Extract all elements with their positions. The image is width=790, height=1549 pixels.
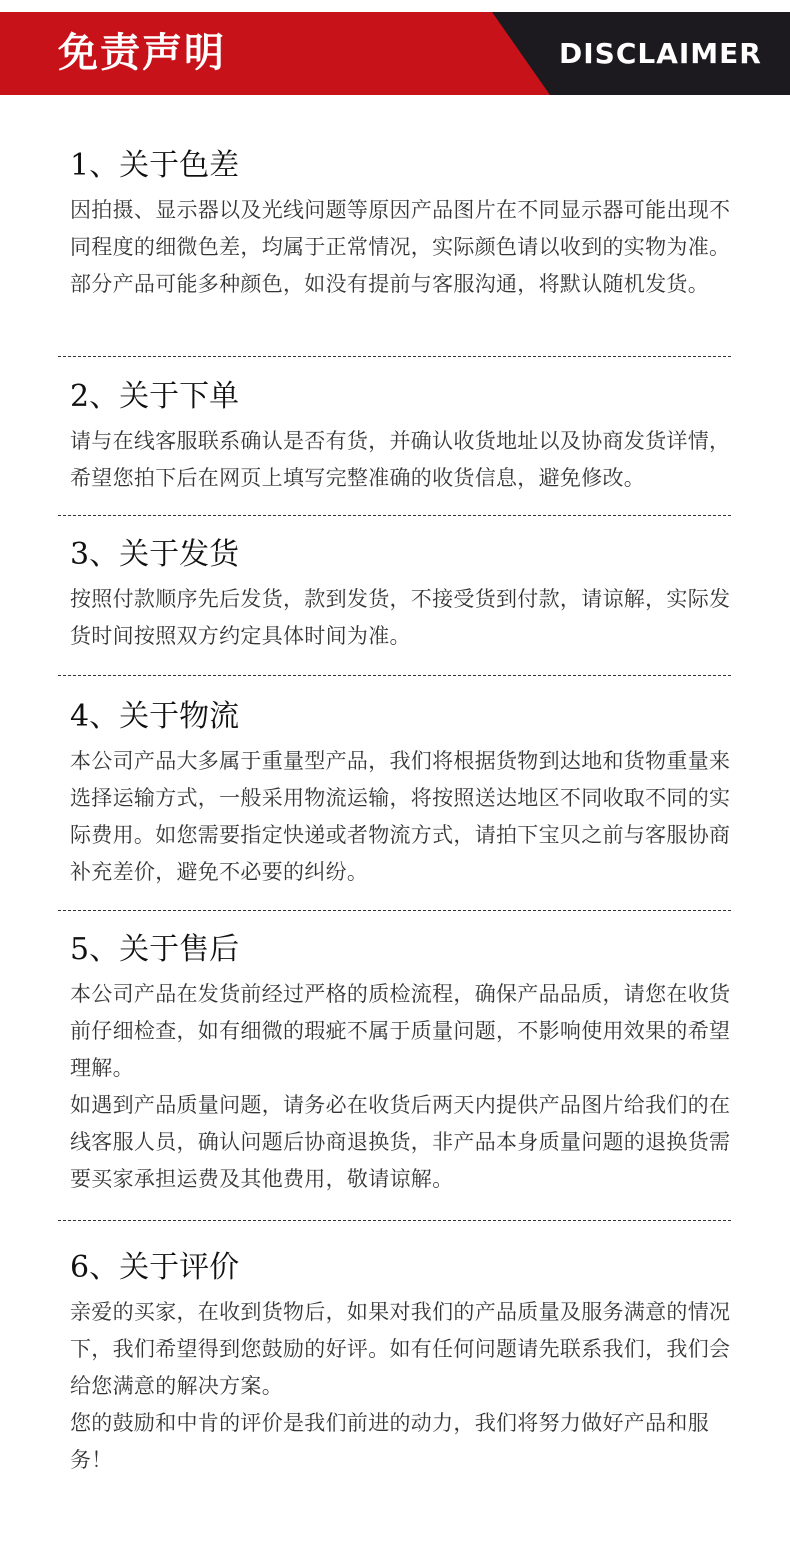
section-paragraph: 按照付款顺序先后发货，款到发货，不接受货到付款，请谅解，实际发货时间按照双方约定具体时间为准。 (70, 587, 731, 648)
section-paragraph: 本公司产品大多属于重量型产品，我们将根据货物到达地和货物重量来选择运输方式，一般采用物流运输，将按照送达地区不同收取不同的实际费用。如您需要指定快递或者物流方式，请拍下宝贝之前与客服协商补充差价，避免不必要的纠纷。 (70, 749, 731, 884)
section-title: 3、关于发货 (70, 537, 240, 572)
page-title: 免责声明 (58, 30, 226, 76)
section-title: 5、关于售后 (70, 932, 240, 967)
section-paragraph: 因拍摄、显示器以及光线问题等原因产品图片在不同显示器可能出现不同程度的细微色差，均属于正常情况，实际颜色请以收到的实物为准。部分产品可能多种颜色，如没有提前与客服沟通，将默认随机发货。 (70, 198, 731, 296)
section-paragraph: 亲爱的买家，在收到货物后，如果对我们的产品质量及服务满意的情况下，我们希望得到您鼓励的好评。如有任何问题请先联系我们，我们会给您满意的解决方案。 (70, 1300, 731, 1398)
divider (58, 515, 731, 516)
section-logistics (70, 697, 738, 891)
section-title: 4、关于物流 (70, 699, 240, 734)
section-paragraph: 本公司产品在发货前经过严格的质检流程，确保产品品质，请您在收货前仔细检查，如有细微的瑕疵不属于质量问题，不影响使用效果的希望理解。 (70, 982, 731, 1080)
section-paragraph: 您的鼓励和中肯的评价是我们前进的动力，我们将努力做好产品和服务！ (70, 1411, 709, 1472)
divider (58, 1220, 731, 1221)
section-title: 2、关于下单 (70, 379, 240, 414)
section-title: 1、关于色差 (70, 148, 240, 183)
section-reviews (70, 1248, 738, 1479)
section-after-sales (70, 930, 738, 1198)
section-title: 6、关于评价 (70, 1250, 240, 1285)
section-ordering (70, 377, 738, 497)
section-shipping (70, 535, 738, 655)
page-subtitle: DISCLAIMER (559, 37, 762, 70)
divider (58, 356, 731, 357)
divider (58, 910, 731, 911)
header-banner (0, 12, 790, 95)
section-paragraph: 请与在线客服联系确认是否有货，并确认收货地址以及协商发货详情，希望您拍下后在网页上填写完整准确的收货信息，避免修改。 (70, 429, 731, 490)
section-color-difference (70, 146, 738, 303)
section-paragraph: 如遇到产品质量问题，请务必在收货后两天内提供产品图片给我们的在线客服人员，确认问题后协商退换货，非产品本身质量问题的退换货需要买家承担运费及其他费用，敬请谅解。 (70, 1093, 731, 1191)
divider (58, 675, 731, 676)
